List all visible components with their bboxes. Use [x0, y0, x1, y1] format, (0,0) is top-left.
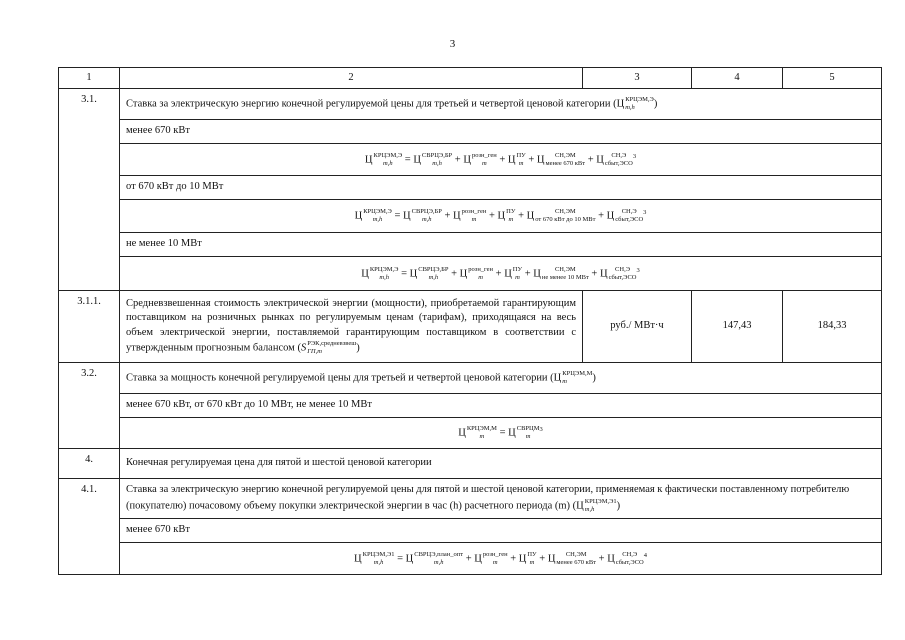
index-stack — [535, 208, 595, 224]
formula-4 — [120, 418, 882, 449]
footnote-mark: 3 — [539, 425, 543, 433]
index-stack — [562, 370, 592, 386]
formula-symbol: = — [404, 153, 411, 165]
formula-index: ГП,m — [307, 347, 322, 355]
paren: ) — [653, 98, 658, 110]
row-3-1-b — [59, 176, 882, 200]
header-cell: 2 — [120, 68, 583, 89]
row-number: 3.1.1. — [59, 291, 120, 363]
index-stack — [605, 152, 633, 168]
formula-symbol: Ц — [596, 153, 604, 165]
formula-index: СН,ЭМ — [554, 151, 576, 159]
formula-index: не менее 10 МВт — [541, 273, 589, 281]
formula-index: КРЦЭМ,Э — [373, 151, 403, 159]
index-stack — [615, 208, 643, 224]
formula-row — [59, 200, 882, 233]
formula-index: m,h — [373, 558, 384, 566]
index-stack — [483, 551, 508, 567]
header-cell: 5 — [783, 68, 882, 89]
formula-index: m,h — [428, 273, 439, 281]
index-stack — [468, 266, 493, 282]
formula-symbol: + — [598, 552, 605, 564]
formula-symbol: Ц — [526, 210, 535, 222]
formula-index: m — [508, 216, 514, 223]
formula-index: СВРЦЭ,БР — [421, 151, 453, 159]
index-stack — [370, 266, 399, 282]
formula-symbol: Ц — [547, 552, 556, 564]
formula-index: КРЦЭМ,Э — [363, 208, 392, 215]
header-cell: 1 — [59, 68, 120, 89]
formula-index: ПУ — [516, 151, 526, 159]
formula-symbol: + — [510, 552, 517, 564]
formula-symbol: = — [397, 552, 404, 564]
index-stack — [516, 152, 525, 168]
section-title — [120, 363, 882, 394]
section-title — [120, 479, 882, 519]
formula-symbol: + — [444, 210, 451, 222]
formula-symbol: + — [598, 210, 604, 222]
formula-symbol: + — [454, 153, 461, 165]
formula-index: КРЦЭМ,Э1 — [584, 497, 617, 505]
formula-index: СН,Э — [621, 208, 637, 215]
formula-index: СН,ЭМ — [554, 265, 576, 273]
sub: m,h — [625, 104, 635, 111]
formula-symbol: Ц — [405, 552, 414, 564]
formula-index: сбыт,ЭСО — [604, 159, 633, 167]
formula-symbol: Ц — [413, 153, 421, 165]
formula-row — [59, 418, 882, 449]
index-stack — [513, 266, 522, 282]
footnote-mark: 4 — [643, 551, 647, 559]
formula-symbol: Ставка за электрическую энергию конечной регулируемой цены для пятой и шестой ценовой категории, применяемая к фактически поставленному потребителю (покупателю) почасовому объему покупки электрической энергии в час (h) расчетного периода (m) (Ц — [126, 484, 850, 511]
formula-index: от 670 кВт до 10 МВт — [535, 216, 596, 223]
unit-cell: руб./ МВт·ч — [583, 291, 692, 363]
header-row — [59, 68, 882, 89]
index-stack — [542, 266, 589, 282]
formula-index: менее 670 кВт — [556, 558, 597, 566]
formula-symbol: Ц — [459, 267, 468, 279]
formula-symbol: Средневзвешенная стоимость электрической энергии (мощности), приобретаемой гарантирующим поставщиком на розничных рынках по регулируемым ценам (тарифам), приходящаяся на весь объем электрической энергии, поставляемой гарантирующим поставщиком в соответствии с утвержденным прогнозным балансом ( — [126, 298, 576, 354]
row-number: 4.1. — [59, 479, 120, 575]
formula-index: СВРЦЭ,план_опт — [414, 550, 464, 558]
formula-index: сбыт,ЭСО — [615, 216, 644, 223]
formula-index: m — [515, 273, 520, 281]
value-cell: 184,33 — [783, 291, 882, 363]
row-number: 3.1. — [59, 89, 120, 291]
index-stack — [414, 551, 463, 567]
formula-index: m,h — [432, 159, 442, 167]
index-stack — [616, 551, 644, 567]
header-cell: 3 — [583, 68, 692, 89]
value-cell: 147,43 — [692, 291, 783, 363]
row-3-2-a — [59, 394, 882, 418]
formula-index: ПУ — [506, 208, 516, 215]
power-range-label: от 670 кВт до 10 МВт — [120, 176, 882, 200]
row-4 — [59, 449, 882, 479]
formula-row — [59, 144, 882, 176]
index-stack — [609, 266, 637, 282]
formula-symbol: Ц — [409, 267, 418, 279]
formula-1 — [120, 144, 882, 176]
formula-index: розн_ген — [468, 265, 494, 273]
formula-row — [59, 257, 882, 291]
row-3-1-c — [59, 233, 882, 257]
formula-index: розн_ген — [471, 151, 497, 159]
formula-index: m — [492, 558, 498, 566]
weighted-cost-description — [120, 291, 583, 363]
index-stack — [472, 152, 497, 168]
formula-index: ПУ — [527, 550, 537, 558]
formula-index: СН,ЭМ — [554, 208, 576, 215]
formula-index: m — [525, 433, 531, 440]
formula-index: m — [518, 159, 524, 167]
power-range-label: не менее 10 МВт — [120, 233, 882, 257]
formula-symbol: Ц — [497, 210, 506, 222]
formula-index: сбыт,ЭСО — [615, 558, 644, 566]
formula-index: m,h — [383, 159, 393, 167]
formula-symbol: + — [539, 552, 546, 564]
formula-index: КРЦЭМ,Э1 — [362, 550, 395, 558]
formula-index: КРЦЭМ,М — [466, 425, 497, 432]
formula-index: m,h — [433, 558, 444, 566]
formula-index: m — [479, 433, 485, 440]
formula-row — [59, 543, 882, 575]
section-title — [120, 89, 882, 120]
sup: КРЦЭМ,Э — [625, 96, 654, 103]
row-3-1-a — [59, 120, 882, 144]
formula-index: СВРЦЭ,БР — [418, 265, 449, 273]
formula-5 — [120, 543, 882, 575]
formula-symbol: ) — [592, 372, 596, 384]
formula-index: РЭК,средневзвеш — [307, 339, 357, 347]
index-stack — [374, 152, 403, 168]
formula-index: m — [481, 159, 487, 167]
formula-symbol: Ц — [536, 153, 545, 165]
section-title: Конечная регулируемая цена для пятой и шестой ценовой категории — [120, 449, 882, 479]
formula-symbol: Ц — [458, 427, 466, 439]
formula-index: СН,Э — [615, 265, 630, 273]
formula-symbol: ) — [356, 342, 360, 354]
formula-symbol: Ц — [354, 552, 362, 564]
formula-index: m,h — [379, 273, 389, 281]
power-range-label: менее 670 кВт, от 670 кВт до 10 МВт, не менее 10 МВт — [120, 394, 882, 418]
header-cell: 4 — [692, 68, 783, 89]
formula-symbol: Ц — [354, 210, 363, 222]
index-stack — [363, 551, 395, 567]
formula-symbol: ) — [616, 499, 621, 511]
formula-symbol: + — [587, 153, 594, 165]
index-stack — [418, 266, 448, 282]
row-3-1 — [59, 89, 882, 120]
formula-symbol: Ц — [607, 552, 615, 564]
index-stack — [462, 208, 487, 224]
formula-index: m — [471, 216, 477, 223]
formula-symbol: Ц — [504, 267, 512, 279]
power-range-label: менее 670 кВт — [120, 519, 882, 543]
formula-symbol: + — [518, 210, 524, 222]
formula-symbol: + — [465, 552, 472, 564]
formula-index: m,h — [584, 505, 595, 513]
footnote-mark: 3 — [636, 266, 640, 274]
row-number: 4. — [59, 449, 120, 479]
formula-symbol: + — [489, 210, 495, 222]
index-stack — [527, 551, 536, 567]
formula-index: m,h — [372, 216, 383, 223]
formula-index: СВРЦЭ,БР — [411, 208, 442, 215]
power-range-label: менее 670 кВт — [120, 120, 882, 144]
formula-symbol: Ц — [533, 267, 541, 279]
formula-symbol: = — [394, 210, 401, 222]
formula-symbol: Ставка за мощность конечной регулируемой цены для третьей и четвертой ценовой категории (Ц — [126, 372, 562, 384]
formula-symbol: Ц — [453, 210, 461, 222]
formula-index: ПУ — [512, 265, 523, 273]
row-4-1 — [59, 479, 882, 519]
footnote-mark: 3 — [643, 208, 647, 216]
formula-index: розн_ген — [482, 550, 508, 558]
index-stack — [506, 208, 515, 224]
formula-symbol: + — [524, 267, 531, 279]
index-stack — [556, 551, 596, 567]
formula-index: СН,Э — [622, 550, 638, 558]
row-3-2 — [59, 363, 882, 394]
formula-symbol: Ц — [606, 210, 615, 222]
formula-symbol: + — [499, 153, 506, 165]
formula-symbol: + — [451, 267, 458, 279]
section-text: Ставка за электрическую энергию конечной регулируемой цены для третьей и четвертой ценовой категории (Ц — [126, 98, 625, 110]
index-stack — [625, 96, 654, 112]
index-stack — [546, 152, 586, 168]
formula-symbol: Ц — [403, 210, 411, 222]
formula-index: СН,Э — [611, 151, 627, 159]
formula-2 — [120, 200, 882, 233]
index-stack — [412, 208, 442, 224]
formula-index: m,h — [421, 216, 432, 223]
index-stack — [467, 425, 497, 441]
row-4-1-a — [59, 519, 882, 543]
formula-index: СН,ЭМ — [565, 550, 587, 558]
formula-index: сбыт,ЭСО — [608, 273, 637, 281]
formula-index: розн_ген — [461, 208, 487, 215]
row-3-1-1 — [59, 291, 882, 363]
formula-index: менее 670 кВт — [545, 159, 586, 167]
formula-symbol: + — [495, 267, 502, 279]
formula-index: КРЦЭМ,Э — [369, 265, 399, 273]
formula-symbol: = — [499, 427, 506, 439]
formula-3 — [120, 257, 882, 291]
tariff-table — [58, 67, 882, 575]
formula-symbol: Ц — [364, 153, 373, 165]
index-stack — [517, 425, 540, 441]
index-stack — [422, 152, 452, 168]
formula-symbol: + — [591, 267, 598, 279]
formula-index: СВРЦМ — [516, 425, 540, 432]
index-stack — [363, 208, 392, 224]
formula-symbol: Ц — [599, 267, 608, 279]
formula-symbol: Ц — [463, 153, 471, 165]
formula-index: m — [529, 558, 535, 566]
formula-symbol: + — [528, 153, 535, 165]
index-stack — [307, 340, 356, 356]
footnote-mark: 3 — [632, 152, 637, 160]
formula-symbol: = — [401, 267, 408, 279]
formula-symbol: Ц — [508, 427, 516, 439]
formula-symbol: Ц — [518, 552, 527, 564]
page-number: 3 — [449, 38, 456, 50]
formula-index: m — [478, 273, 483, 281]
formula-index: m — [562, 378, 567, 385]
row-number: 3.2. — [59, 363, 120, 449]
formula-symbol: Ц — [507, 153, 516, 165]
formula-symbol: Ц — [474, 552, 482, 564]
formula-index: КРЦЭМ,М — [562, 370, 593, 377]
formula-symbol: Ц — [361, 267, 369, 279]
index-stack — [585, 498, 617, 514]
formula-symbol: S — [300, 342, 307, 354]
